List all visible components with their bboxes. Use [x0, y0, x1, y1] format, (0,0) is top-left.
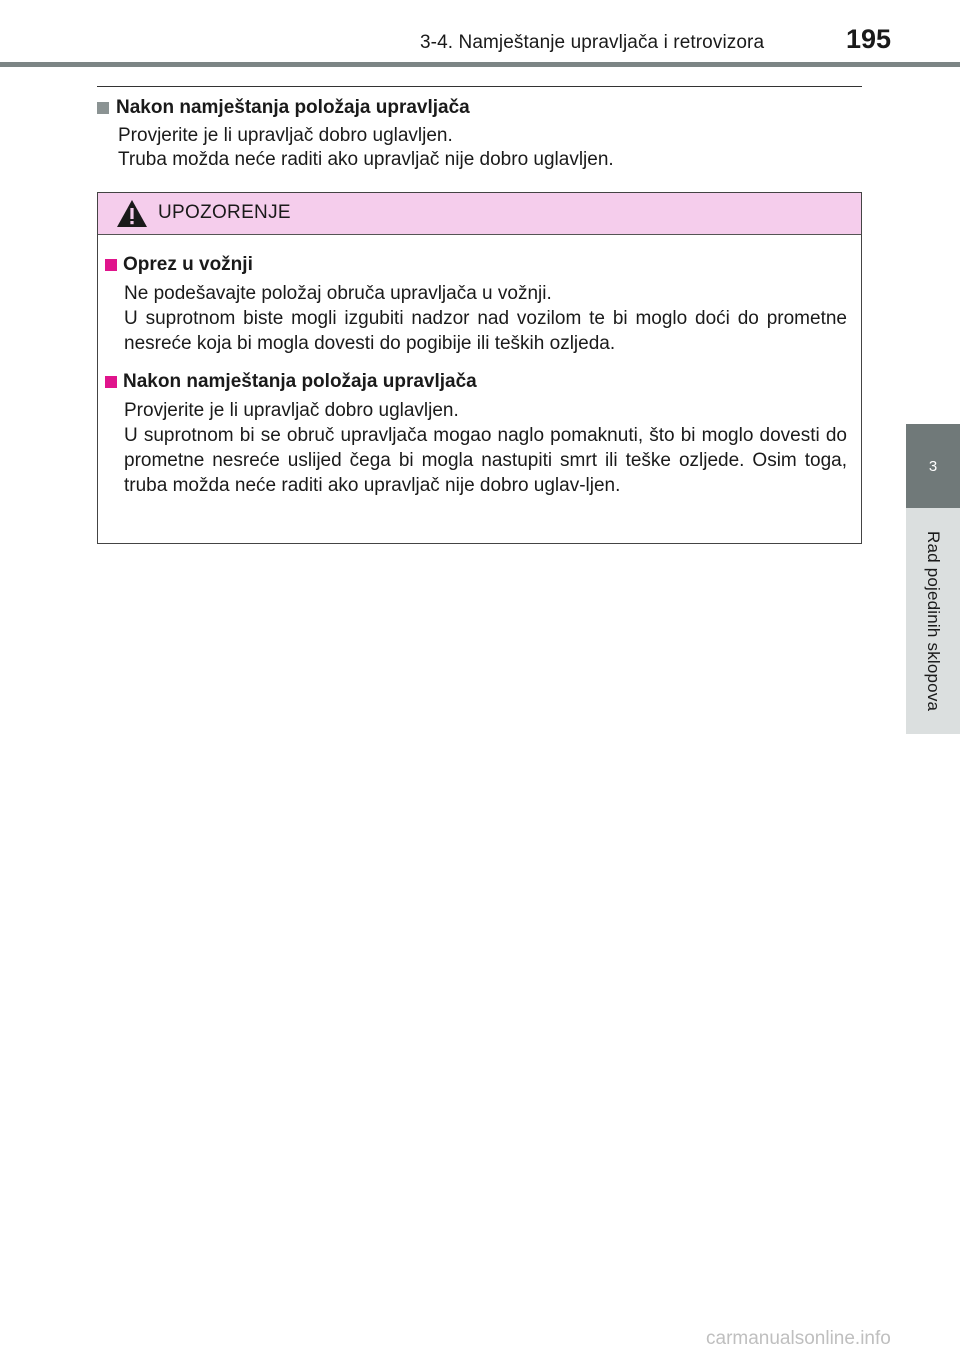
square-bullet-icon: [97, 102, 109, 114]
section-after-adjusting: [97, 96, 862, 172]
section-body: [118, 124, 862, 172]
warning-item: [105, 253, 847, 356]
warning-item-body: [124, 281, 847, 356]
warning-header: [98, 193, 861, 235]
warning-line: U suprotnom bi se obruč upravljača mogao naglo pomaknuti, što bi moglo dovesti do prometne nesreće uslijed čega bi mogla nastupiti smrt ili teške ozljede. Osim toga, truba možda neće raditi ako upravljač nije dobro uglav-ljen.: [124, 425, 847, 496]
warning-item-heading: [105, 370, 847, 394]
square-bullet-icon: [105, 376, 117, 388]
warning-box: [97, 192, 862, 544]
warning-label: UPOZORENJE: [158, 202, 291, 223]
side-tab-chapter-number: 3: [906, 424, 960, 508]
warning-line: Ne podešavajte položaj obruča upravljača u vožnji.: [124, 283, 552, 304]
section-heading-text: Nakon namještanja položaja upravljača: [116, 97, 470, 118]
page-header-title: 3-4. Namještanje upravljača i retrovizora: [420, 32, 765, 53]
warning-item-heading-text: Nakon namještanja položaja upravljača: [123, 371, 477, 392]
square-bullet-icon: [105, 259, 117, 271]
side-tab-chapter-label: Rad pojedinih sklopova: [906, 508, 960, 734]
watermark-text: carmanualsonline.info: [706, 1328, 891, 1349]
warning-body: [98, 235, 861, 498]
section-heading: [97, 96, 862, 120]
page-number: 195: [846, 24, 892, 54]
section-divider: [97, 86, 862, 87]
header-bar: [0, 62, 960, 67]
warning-item: [105, 370, 847, 498]
warning-item-heading-text: Oprez u vožnji: [123, 254, 253, 275]
section-line: Provjerite je li upravljač dobro uglavljen.: [118, 125, 453, 146]
section-line: Truba možda neće raditi ako upravljač nije dobro uglavljen.: [118, 149, 614, 170]
warning-item-body: [124, 398, 847, 498]
warning-triangle-icon: [116, 199, 148, 228]
warning-item-heading: [105, 253, 847, 277]
warning-line: U suprotnom biste mogli izgubiti nadzor nad vozilom te bi moglo doći do prometne nesreće koja bi mogla dovesti do pogibije ili teških ozljeda.: [124, 308, 847, 354]
warning-line: Provjerite je li upravljač dobro uglavljen.: [124, 400, 459, 421]
